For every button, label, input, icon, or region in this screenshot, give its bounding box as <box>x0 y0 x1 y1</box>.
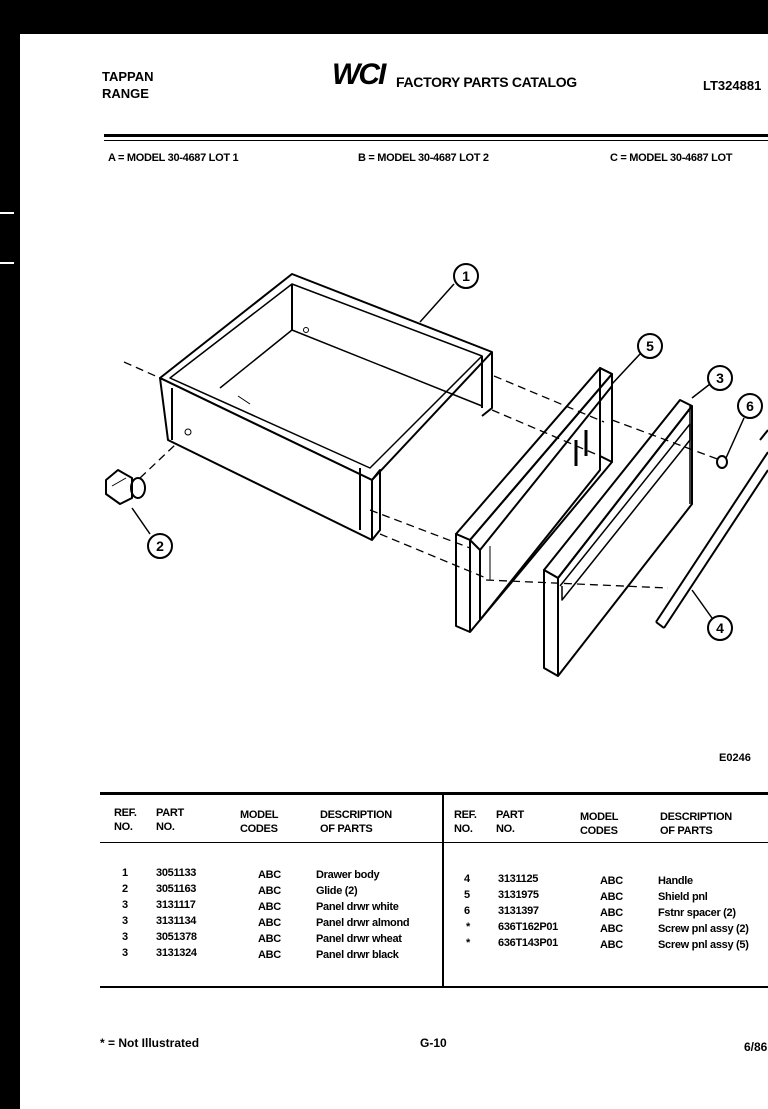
callout-6 <box>738 394 762 418</box>
page-number: G-10 <box>420 1036 447 1050</box>
right-part-header: PART NO. <box>496 809 524 835</box>
svg-text:5: 5 <box>646 338 654 354</box>
right-model-header: MODEL CODES <box>580 811 619 837</box>
brand-line-1: TAPPAN <box>102 69 154 84</box>
document-number: LT324881 <box>703 78 762 93</box>
drawer-body-part <box>160 274 492 540</box>
callout-1 <box>454 264 478 288</box>
table-column-divider <box>442 795 444 987</box>
model-a-label: A = MODEL 30-4687 LOT 1 <box>108 152 239 164</box>
left-ref-header: REF. NO. <box>114 807 137 833</box>
diagram-code: E0246 <box>719 752 751 764</box>
left-model-header: MODEL CODES <box>240 809 279 835</box>
table-header-rule <box>100 842 768 843</box>
shield-panel-part <box>456 368 612 632</box>
table-bottom-rule <box>100 986 768 988</box>
wci-logo: WCI <box>332 58 385 91</box>
callout-3 <box>708 366 732 390</box>
not-illustrated-note: * = Not Illustrated <box>100 1036 200 1050</box>
catalog-sheet: TAPPAN RANGE WCI FACTORY PARTS CATALOG LT324881 A = MODEL 30-4687 LOT 1 B = MODEL 30-4687 LOT 2 C = MODEL 30-4687 LOT 1 2 3 4 5 6 E0246 REF. NO. PART NO. MODEL CODES DESCRIPTION OF PARTS REF. NO. PART NO. MODEL CODES DESCRIPTION OF PARTS 1 3051133 ABC Drawer body 2 3051163 ABC Glide (2) 3 3131117 ABC Panel drwr white 3 3131134 ABC Panel drwr almond 3 3051378 ABC Panel drwr wheat 3 3131324 ABC Panel drwr black 4 3131125 ABC Handle 5 3131975 ABC Shield pnl 6 3131397 ABC Fstnr spacer (2) * 636T162P01 ABC Screw pnl assy (2) * 636T143P01 ABC Screw pnl assy (5) * = Not Illustrated G-10 6/86 <box>20 34 768 1109</box>
svg-text:2: 2 <box>156 538 164 554</box>
revision-date: 6/86 <box>744 1040 768 1054</box>
callout-5 <box>638 334 662 358</box>
glide-part <box>106 470 145 504</box>
model-b-label: B = MODEL 30-4687 LOT 2 <box>358 152 489 164</box>
table-top-rule <box>100 792 768 795</box>
handle-part <box>656 452 768 628</box>
right-ref-header: REF. NO. <box>454 809 477 835</box>
model-c-label: C = MODEL 30-4687 LOT <box>610 152 733 164</box>
right-desc-header: DESCRIPTION OF PARTS <box>660 811 732 837</box>
callout-2 <box>148 534 172 558</box>
catalog-title: FACTORY PARTS CATALOG <box>396 74 577 90</box>
callout-4 <box>708 616 732 640</box>
brand-line-2: RANGE <box>102 86 149 101</box>
svg-text:1: 1 <box>462 268 470 284</box>
svg-text:3: 3 <box>716 370 724 386</box>
svg-text:6: 6 <box>746 398 754 414</box>
left-part-header: PART NO. <box>156 807 184 833</box>
svg-text:4: 4 <box>716 620 724 636</box>
left-desc-header: DESCRIPTION OF PARTS <box>320 809 392 835</box>
